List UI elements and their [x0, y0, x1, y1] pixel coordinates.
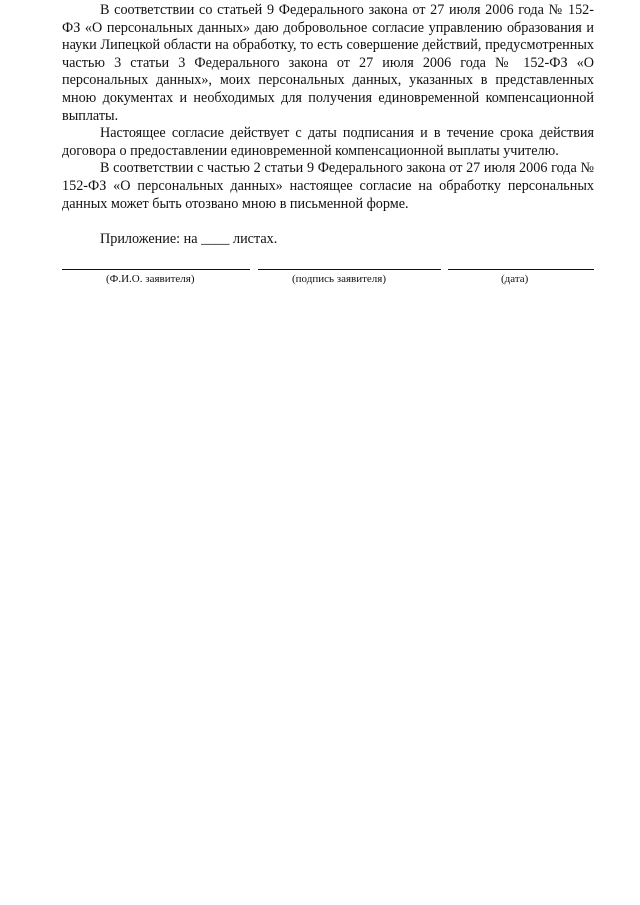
revocation-paragraph: В соответствии с частью 2 статьи 9 Федерального закона от 27 июля 2006 года № 152-ФЗ «О персональных данных» настоящее согласие на обработку персональных данных может быть отозвано мною в письменной форме. — [62, 160, 594, 212]
signature-block — [62, 269, 594, 299]
document-page — [62, 0, 594, 299]
validity-paragraph: Настоящее согласие действует с даты подписания и в течение срока действия договора о предоставлении единовременной компенсационной выплаты учителю. — [62, 125, 594, 159]
fio-line — [62, 269, 250, 270]
signature-caption: (подпись заявителя) — [292, 272, 387, 285]
consent-paragraph: В соответствии со статьей 9 Федерального закона от 27 июля 2006 года № 152-ФЗ «О персональных данных» даю добровольное согласие управлению образования и науки Липецкой области на обработку, то есть совершение действий, предусмотренных частью 3 статьи 3 Федерального закона от 27 июля 2006 года № 152-ФЗ «О персональных данных», моих персональных данных, указанных в представленных мною документах и необходимых для получения единовременной компенсационной выплаты. — [62, 2, 594, 124]
date-caption: (дата) — [501, 272, 529, 285]
fio-caption: (Ф.И.О. заявителя) — [106, 272, 195, 285]
appendix-line: Приложение: на ____ листах. — [100, 231, 278, 248]
date-line — [448, 269, 594, 270]
signature-line — [258, 269, 441, 270]
spacer — [62, 213, 594, 231]
